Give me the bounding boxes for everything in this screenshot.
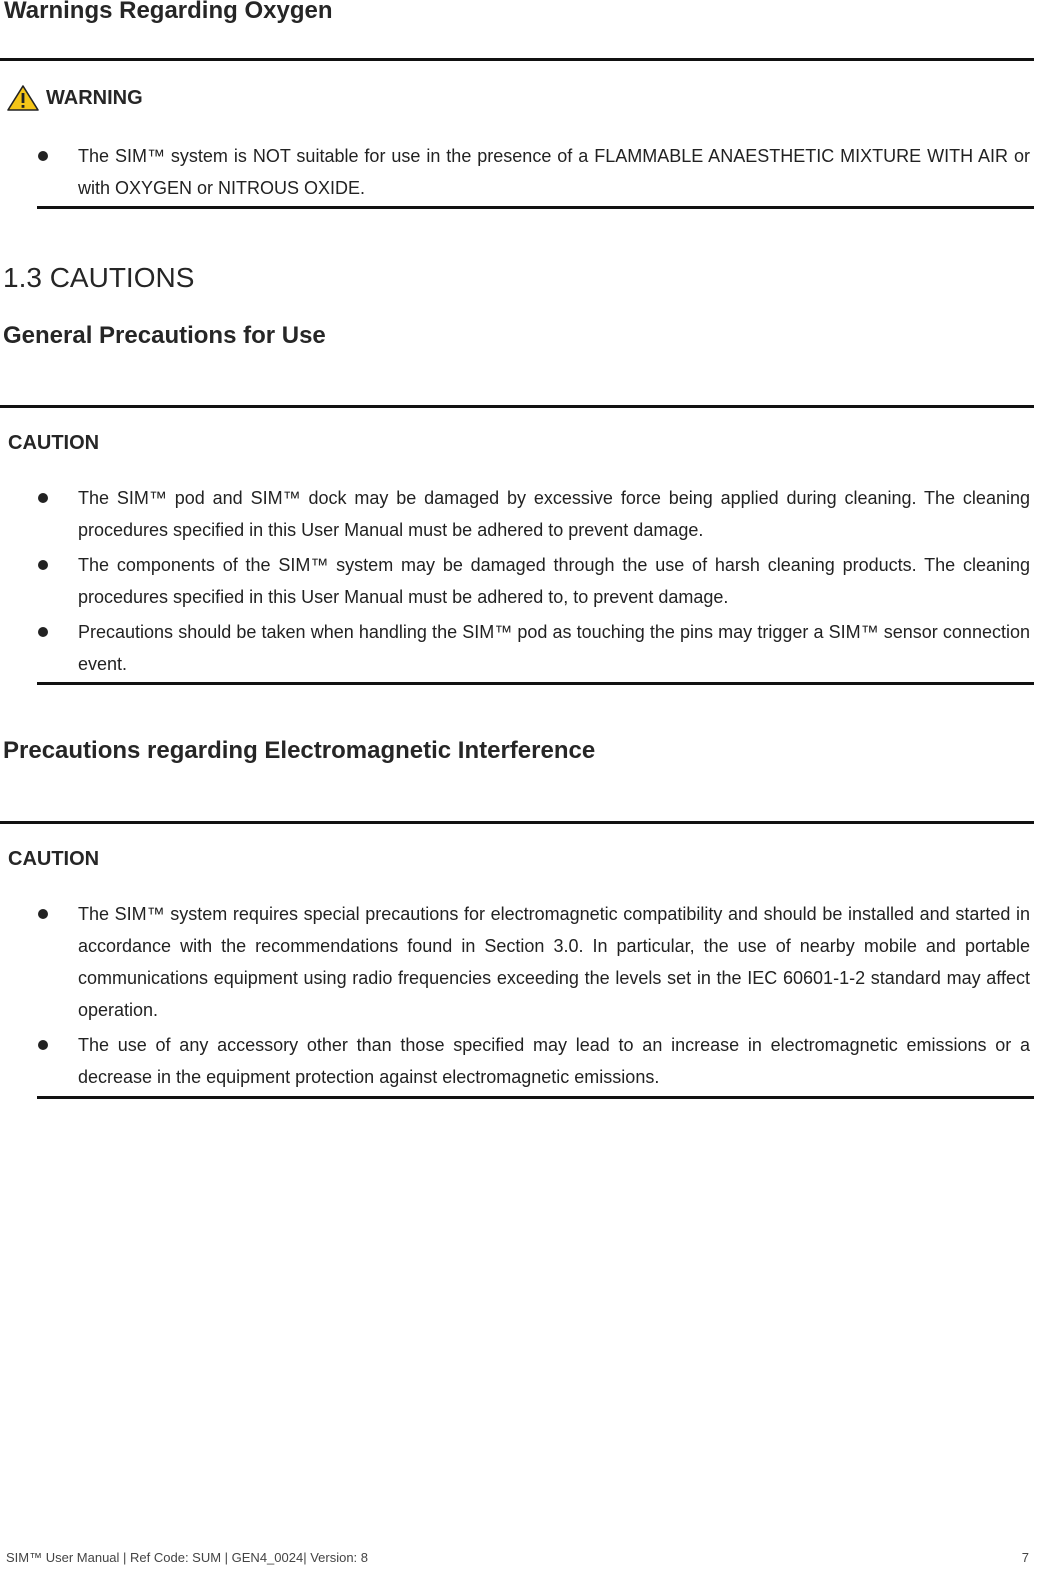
emi-bottom-rule	[37, 1096, 1034, 1099]
footer-page-number: 7	[1021, 1550, 1029, 1565]
bullet-icon	[38, 560, 48, 570]
bullet-icon	[38, 1040, 48, 1050]
general-caution-label: CAUTION	[8, 432, 100, 454]
emi-item-2: The use of any accessory other than those specified may lead to an increase in electromagnetic emissions or a decrease in the equipment protection against electromagnetic emissions.	[78, 1035, 1030, 1087]
warning-label: WARNING	[46, 87, 143, 109]
oxygen-heading: Warnings Regarding Oxygen	[4, 0, 333, 24]
general-item-1: The SIM™ pod and SIM™ dock may be damaged by excessive force being applied during cleaning. The cleaning procedures specified in this User Manual must be adhered to prevent damage.	[78, 488, 1030, 540]
bullet-icon	[38, 627, 48, 637]
oxygen-bottom-rule	[37, 206, 1034, 209]
emi-heading: Precautions regarding Electromagnetic Interference	[3, 737, 596, 764]
bullet-icon	[38, 493, 48, 503]
bullet-icon	[38, 151, 48, 161]
general-item-2: The components of the SIM™ system may be damaged through the use of harsh cleaning products. The cleaning procedures specified in this User Manual must be adhered to, to prevent damage.	[78, 555, 1030, 607]
oxygen-item-1: The SIM™ system is NOT suitable for use in the presence of a FLAMMABLE ANAESTHETIC MIXTURE WITH AIR or with OXYGEN or NITROUS OXIDE.	[78, 146, 1030, 198]
oxygen-top-rule	[0, 58, 1034, 61]
general-item-3: Precautions should be taken when handling the SIM™ pod as touching the pins may trigger a SIM™ sensor connection event.	[78, 622, 1030, 674]
bullet-icon	[38, 909, 48, 919]
general-heading: General Precautions for Use	[3, 322, 326, 349]
footer-document-info: SIM™ User Manual | Ref Code: SUM | GEN4_0024| Version: 8	[6, 1550, 369, 1565]
warning-triangle-icon	[6, 84, 40, 112]
general-bottom-rule	[37, 682, 1034, 685]
cautions-heading: 1.3 CAUTIONS	[3, 262, 195, 293]
emi-top-rule	[0, 821, 1034, 824]
emi-item-1: The SIM™ system requires special precautions for electromagnetic compatibility and should be installed and started in accordance with the recommendations found in Section 3.0. In particular, the use of nearby mobile and portable communications equipment using radio frequencies exceeding the levels set in the IEC 60601-1-2 standard may affect operation.	[78, 904, 1030, 1020]
emi-caution-label: CAUTION	[8, 848, 100, 870]
general-top-rule	[0, 405, 1034, 408]
